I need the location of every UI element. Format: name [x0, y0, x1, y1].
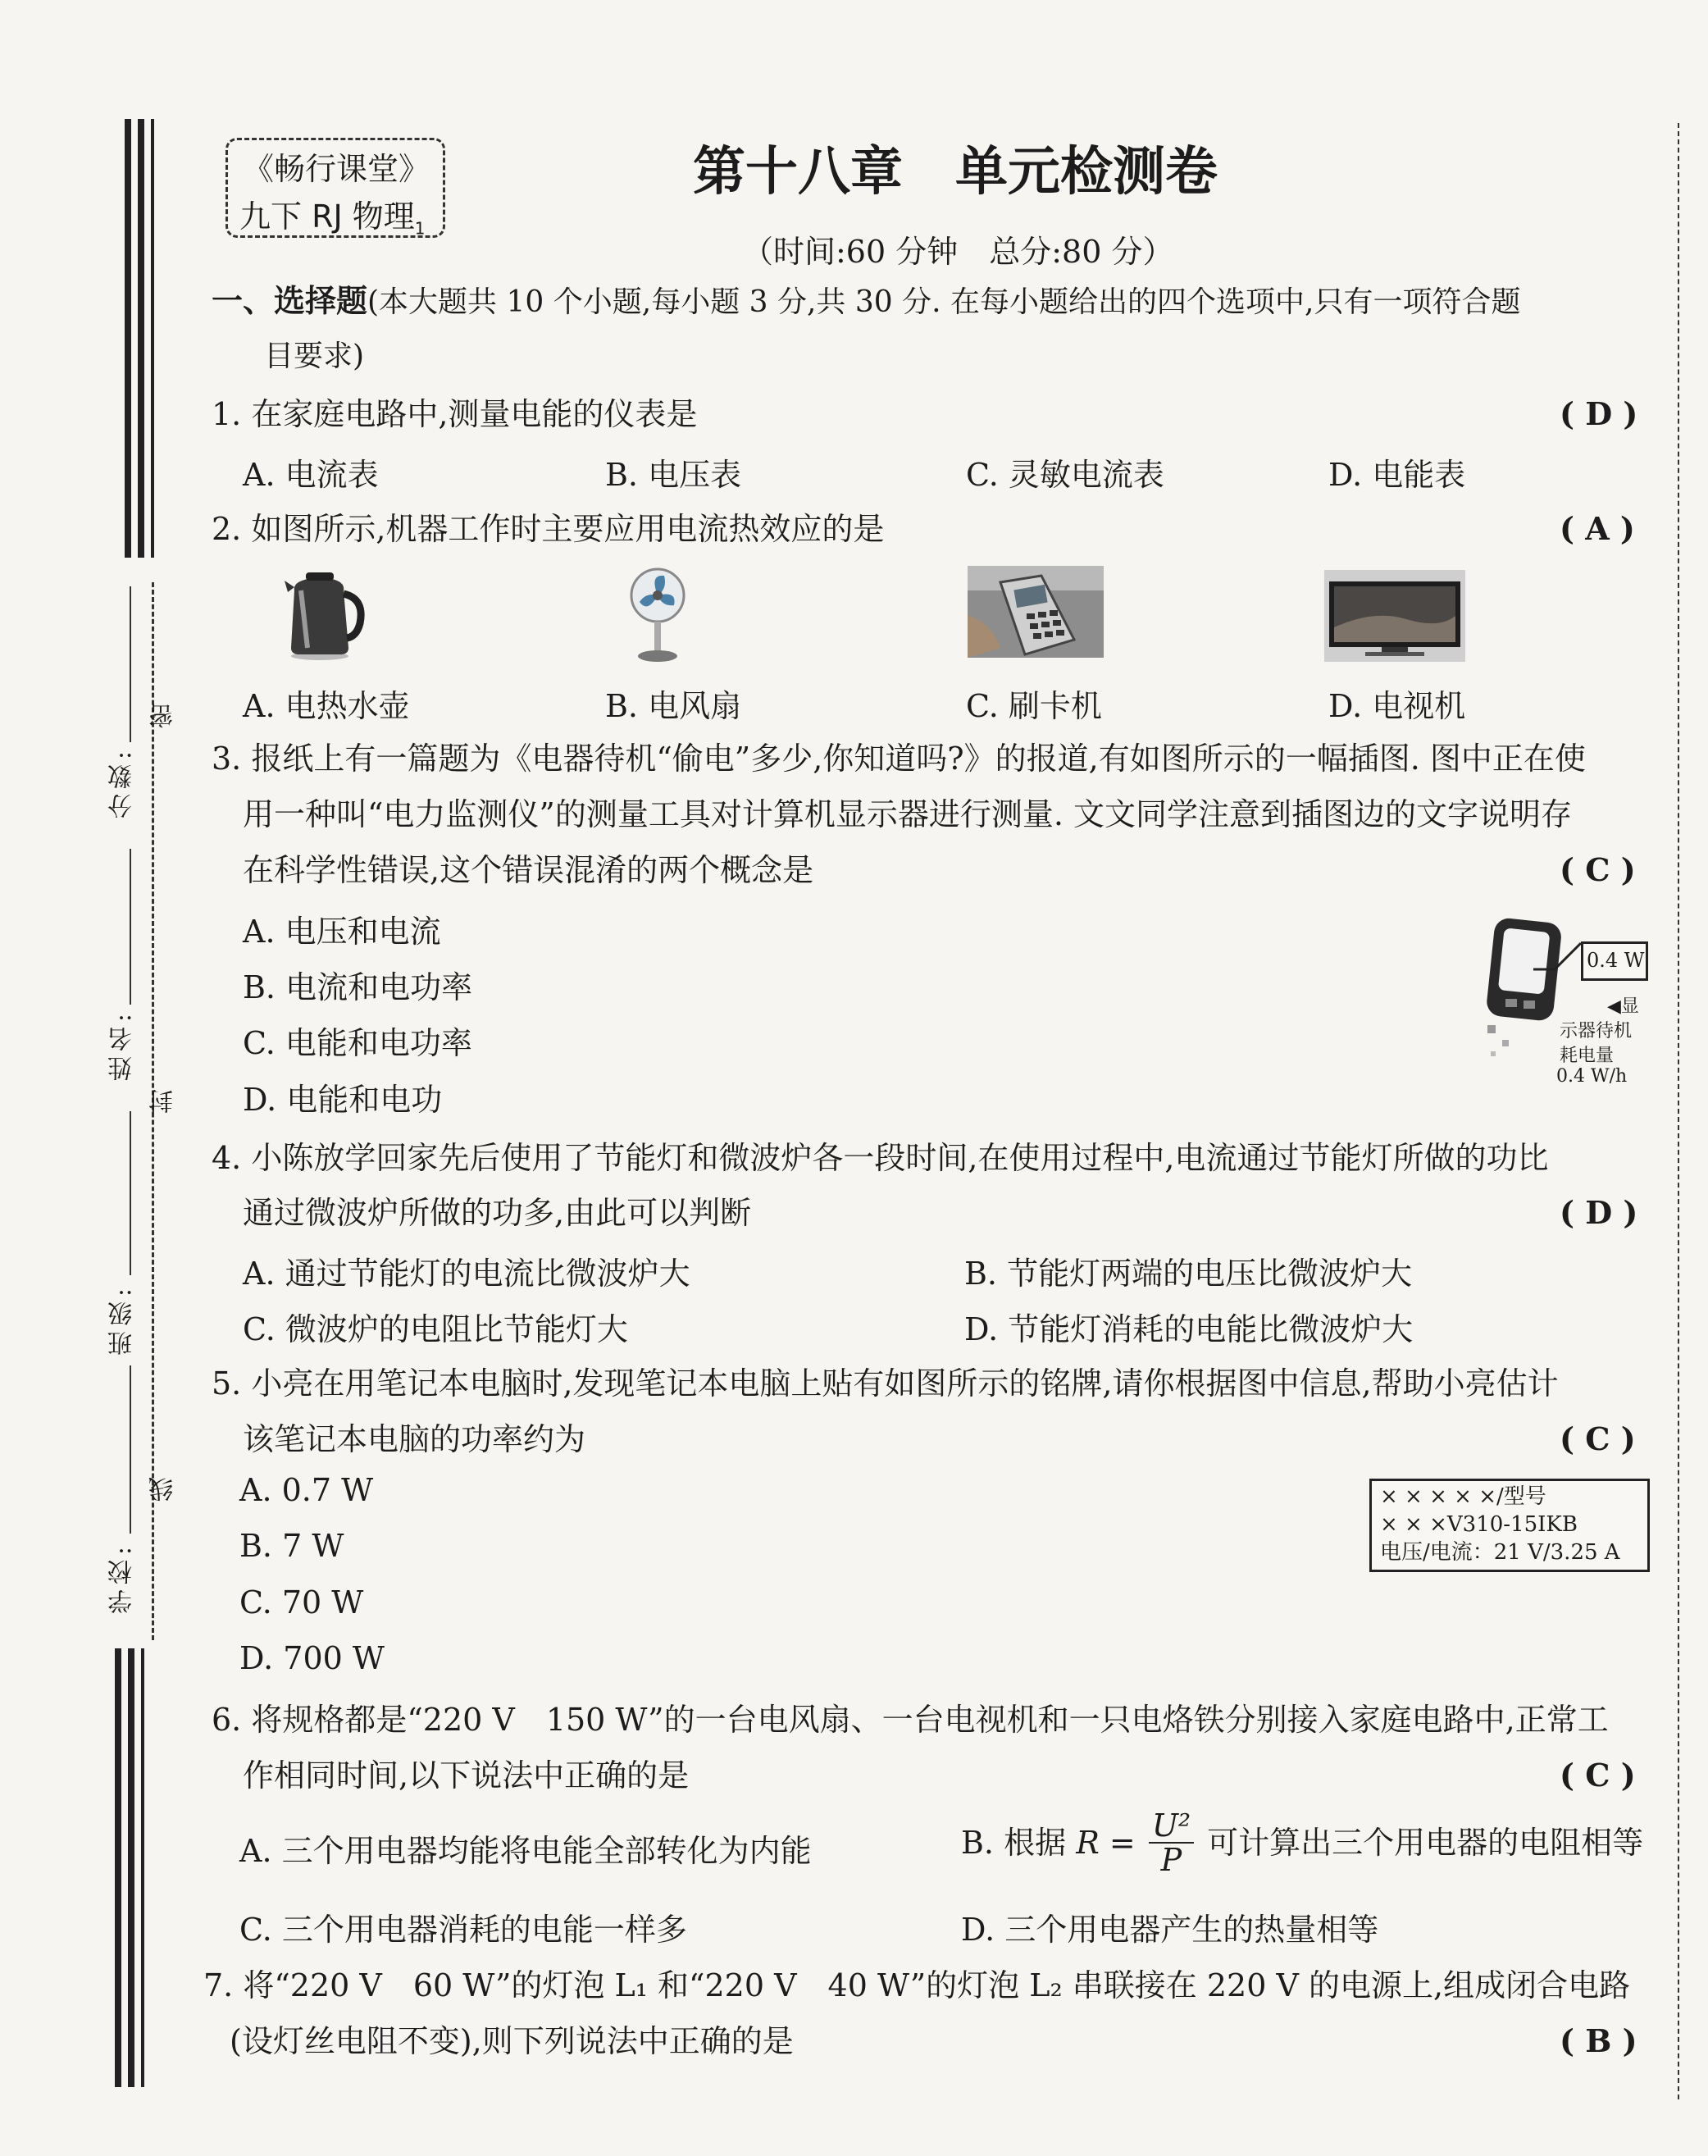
- q6-option-b-prefix: B. 根据: [961, 1825, 1067, 1861]
- q2-option-c: C. 刷卡机: [966, 688, 1102, 724]
- q2-answer-letter: A: [1585, 510, 1610, 547]
- q6-option-a: A. 三个用电器均能将电能全部转化为内能: [239, 1833, 812, 1869]
- q4-option-b: B. 节能灯两端的电压比微波炉大: [964, 1256, 1413, 1292]
- q1-option-b: B. 电压表: [605, 457, 742, 493]
- seal-feng-label: 封: [149, 1084, 178, 1114]
- left-bar-bottom-2: [128, 1648, 134, 2087]
- q6-formula-denominator: P: [1160, 1842, 1182, 1878]
- q5-answer-letter: C: [1585, 1420, 1610, 1457]
- score-line: [130, 586, 131, 742]
- school-label: 学校:: [108, 1542, 137, 1615]
- seal-mi-label: 密: [149, 699, 178, 728]
- class-line: [130, 1111, 131, 1275]
- q3-option-d: D. 电能和电功: [243, 1082, 443, 1118]
- nameplate-line-3: 电压/电流：21 V/3.25 A: [1380, 1540, 1620, 1565]
- q2-option-a: A. 电热水壶: [243, 688, 410, 724]
- q5-answer: ( C ): [1560, 1420, 1636, 1457]
- q6-formula-numerator: U²: [1149, 1809, 1194, 1844]
- q6-answer: ( C ): [1560, 1757, 1636, 1794]
- card-reader-icon: [968, 566, 1104, 658]
- q4-option-c: C. 微波炉的电阻比节能灯大: [243, 1311, 628, 1347]
- pointer-line-icon: [1533, 940, 1583, 973]
- q2-option-b: B. 电风扇: [605, 688, 742, 724]
- q3-answer-letter: C: [1585, 851, 1610, 888]
- q7-stem-1: 7. 将“220 V 60 W”的灯泡 L₁ 和“220 V 40 W”的灯泡 L₂ 串联接在 220 V 的电源上,组成闭合电路: [203, 1967, 1631, 2003]
- q4-stem-2: 通过微波炉所做的功多,由此可以判断: [243, 1195, 752, 1231]
- left-bar-bottom-1: [115, 1648, 121, 2087]
- q3-option-a: A. 电压和电流: [243, 914, 441, 950]
- q6-formula-fraction: [1149, 1809, 1194, 1876]
- q4-stem-1: 4. 小陈放学回家先后使用了节能灯和微波炉各一段时间,在使用过程中,电流通过节能灯所做的功比: [212, 1140, 1549, 1176]
- q6-stem-1: 6. 将规格都是“220 V 150 W”的一台电风扇、一台电视机和一只电烙铁分别接入家庭电路中,正常工: [212, 1702, 1609, 1738]
- page-subtitle: （时间:60 分钟 总分:80 分）: [742, 234, 1174, 270]
- q6-option-d: D. 三个用电器产生的热量相等: [961, 1912, 1379, 1948]
- q3-display-box: [1581, 941, 1648, 981]
- right-dashed-line: [1678, 123, 1679, 2099]
- television-icon: [1324, 570, 1465, 662]
- q1-answer: ( D ): [1560, 395, 1638, 432]
- q1-option-d: D. 电能表: [1328, 457, 1466, 493]
- nameplate-line-1: × × × × ×/型号: [1380, 1484, 1546, 1509]
- q6-stem-2: 作相同时间,以下说法中正确的是: [243, 1757, 690, 1794]
- q5-stem-2: 该笔记本电脑的功率约为: [243, 1421, 586, 1457]
- page-title: 第十八章 单元检测卷: [693, 142, 1218, 203]
- q5-option-c: C. 70 W: [239, 1584, 364, 1620]
- q3-caption-4: 0.4 W/h: [1556, 1066, 1628, 1087]
- q6-formula-tail: 可计算出三个用电器的电阻相等: [1207, 1825, 1644, 1861]
- left-bar-top-3: [151, 119, 154, 558]
- q4-answer-letter: D: [1585, 1194, 1613, 1231]
- badge-line1: 《畅行课堂》: [243, 151, 430, 187]
- score-label: 分数:: [108, 746, 137, 819]
- left-bar-top-2: [138, 119, 144, 558]
- name-label: 姓名:: [108, 1009, 137, 1082]
- badge-line2: [239, 191, 426, 239]
- q2-answer: ( A ): [1560, 510, 1635, 547]
- q3-caption-3: 耗电量: [1560, 1046, 1615, 1066]
- nameplate-line-2: × × ×V310-15IKB: [1380, 1512, 1578, 1537]
- q1-option-a: A. 电流表: [243, 457, 379, 493]
- section-title: 一、选择题: [212, 282, 368, 319]
- left-bar-bottom-3: [141, 1648, 144, 2087]
- q4-answer: ( D ): [1560, 1194, 1638, 1231]
- laptop-nameplate: [1369, 1479, 1650, 1572]
- q3-stem-1: 3. 报纸上有一篇题为《电器待机“偷电”多少,你知道吗?》的报道,有如图所示的一幅插图. 图中正在使: [212, 741, 1586, 777]
- q4-option-d: D. 节能灯消耗的电能比微波炉大: [964, 1311, 1414, 1347]
- q1-option-c: C. 灵敏电流表: [966, 457, 1164, 493]
- section-desc-2: 目要求): [264, 340, 365, 373]
- q7-answer-letter: B: [1585, 2022, 1612, 2059]
- q3-caption-2: 示器待机: [1560, 1021, 1633, 1042]
- q3-display-value: 0.4 W: [1587, 949, 1645, 972]
- electric-fan-icon: [625, 566, 690, 664]
- q5-option-b: B. 7 W: [239, 1528, 344, 1564]
- q6-option-c: C. 三个用电器消耗的电能一样多: [239, 1912, 687, 1948]
- q3-option-c: C. 电能和电功率: [243, 1025, 472, 1061]
- q5-option-d: D. 700 W: [239, 1640, 385, 1676]
- q3-caption-1: ◀显: [1607, 996, 1639, 1017]
- left-bar-top-1: [125, 119, 131, 558]
- class-label: 班级:: [108, 1283, 137, 1356]
- q3-stem-2: 用一种叫“电力监测仪”的测量工具对计算机显示器进行测量. 文文同学注意到插图边的文字说明存: [243, 796, 1573, 832]
- q7-stem-2: (设灯丝电阻不变),则下列说法中正确的是: [230, 2023, 794, 2059]
- badge-sub: 1: [414, 218, 426, 239]
- q3-option-b: B. 电流和电功率: [243, 969, 473, 1005]
- q6-formula-lhs: R =: [1076, 1825, 1136, 1861]
- name-line: [130, 849, 131, 1005]
- q7-answer: ( B ): [1560, 2022, 1637, 2059]
- q5-stem-1: 5. 小亮在用笔记本电脑时,发现笔记本电脑上贴有如图所示的铭牌,请你根据图中信息,帮助小亮估计: [212, 1365, 1559, 1402]
- q1-stem: 1. 在家庭电路中,测量电能的仪表是: [212, 396, 698, 432]
- badge-line2-text: 九下 RJ 物理: [239, 198, 415, 235]
- q5-option-a: A. 0.7 W: [239, 1472, 374, 1508]
- q2-stem: 2. 如图所示,机器工作时主要应用电流热效应的是: [212, 511, 885, 547]
- q6-answer-letter: C: [1585, 1757, 1610, 1794]
- q4-option-a: A. 通过节能灯的电流比微波炉大: [243, 1256, 690, 1292]
- q1-answer-letter: D: [1585, 395, 1613, 432]
- book-badge: [225, 138, 445, 238]
- q3-stem-3: 在科学性错误,这个错误混淆的两个概念是: [243, 852, 814, 888]
- section-heading: [212, 279, 1520, 325]
- section-desc-1: (本大题共 10 个小题,每小题 3 分,共 30 分. 在每小题给出的四个选项中,只有一项符合题: [367, 285, 1521, 319]
- q6-option-b: [961, 1809, 1643, 1876]
- seal-xian-label: 线: [149, 1472, 178, 1502]
- q2-option-d: D. 电视机: [1328, 688, 1466, 724]
- q3-answer: ( C ): [1560, 851, 1636, 888]
- school-line: [130, 1365, 131, 1534]
- electric-kettle-icon: [283, 566, 365, 660]
